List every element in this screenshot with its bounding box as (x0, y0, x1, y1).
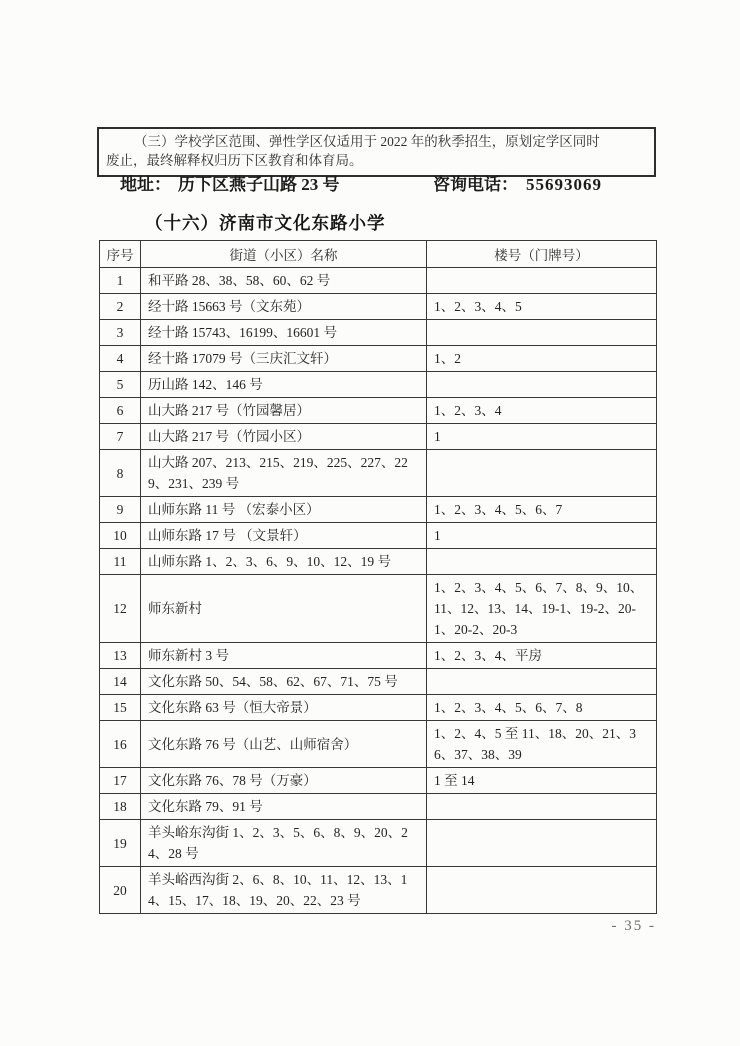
street-cell: 经十路 15743、16199、16601 号 (141, 320, 427, 346)
row-number-cell: 1 (100, 268, 141, 294)
contact-line (120, 170, 656, 195)
row-number-cell: 10 (100, 523, 141, 549)
street-cell: 经十路 15663 号（文东苑） (141, 294, 427, 320)
building-cell: 1、2、3、4、5、6、7、8、9、10、11、12、13、14、19-1、19-2、20-1、20-2、20-3 (427, 575, 657, 643)
row-number-cell: 9 (100, 497, 141, 523)
phone-label: 咨询电话： (433, 175, 518, 194)
row-number-cell: 5 (100, 372, 141, 398)
street-cell: 山大路 207、213、215、219、225、227、229、231、239 号 (141, 450, 427, 497)
district-table (99, 240, 657, 914)
row-number-cell: 7 (100, 424, 141, 450)
street-cell: 文化东路 79、91 号 (141, 794, 427, 820)
table-row (100, 398, 657, 424)
building-cell: 1 (427, 424, 657, 450)
address-label: 地址： (120, 175, 171, 194)
table-row (100, 867, 657, 914)
street-cell: 师东新村 (141, 575, 427, 643)
section-title: （十六）济南市文化东路小学 (145, 213, 386, 233)
building-cell (427, 372, 657, 398)
table-row (100, 820, 657, 867)
table-row (100, 643, 657, 669)
building-cell: 1、2、3、4、5 (427, 294, 657, 320)
table-row (100, 768, 657, 794)
header-buildings: 楼号（门牌号） (427, 241, 657, 268)
table-row (100, 450, 657, 497)
row-number-cell: 8 (100, 450, 141, 497)
street-cell: 和平路 28、38、58、60、62 号 (141, 268, 427, 294)
table-header-row (100, 241, 657, 268)
table-row (100, 372, 657, 398)
building-cell: 1 至 14 (427, 768, 657, 794)
building-cell (427, 450, 657, 497)
row-number-cell: 3 (100, 320, 141, 346)
building-cell: 1、2、3、4、5、6、7 (427, 497, 657, 523)
table-row (100, 294, 657, 320)
row-number-cell: 20 (100, 867, 141, 914)
street-cell: 经十路 17079 号（三庆汇文轩） (141, 346, 427, 372)
street-cell: 历山路 142、146 号 (141, 372, 427, 398)
building-cell: 1 (427, 523, 657, 549)
table-row (100, 695, 657, 721)
street-cell: 文化东路 76、78 号（万豪） (141, 768, 427, 794)
street-cell: 文化东路 63 号（恒大帝景） (141, 695, 427, 721)
building-cell (427, 867, 657, 914)
phone-group (433, 170, 602, 195)
table-row (100, 320, 657, 346)
street-cell: 山师东路 17 号 （文景轩） (141, 523, 427, 549)
street-cell: 山大路 217 号（竹园小区） (141, 424, 427, 450)
table-row (100, 669, 657, 695)
table-row (100, 346, 657, 372)
building-cell (427, 320, 657, 346)
street-cell: 山大路 217 号（竹园馨居） (141, 398, 427, 424)
table-row (100, 497, 657, 523)
header-street: 街道（小区）名称 (141, 241, 427, 268)
building-cell (427, 669, 657, 695)
row-number-cell: 14 (100, 669, 141, 695)
building-cell (427, 549, 657, 575)
phone-value: 55693069 (526, 175, 602, 194)
row-number-cell: 13 (100, 643, 141, 669)
table-row (100, 549, 657, 575)
row-number-cell: 15 (100, 695, 141, 721)
street-cell: 羊头峪东沟街 1、2、3、5、6、8、9、20、24、28 号 (141, 820, 427, 867)
table-row (100, 424, 657, 450)
row-number-cell: 16 (100, 721, 141, 768)
address-value: 历下区燕子山路 23 号 (178, 175, 340, 194)
table-row (100, 523, 657, 549)
street-cell: 文化东路 50、54、58、62、67、71、75 号 (141, 669, 427, 695)
page-number: - 35 - (611, 918, 656, 934)
table-row (100, 268, 657, 294)
building-cell (427, 820, 657, 867)
row-number-cell: 6 (100, 398, 141, 424)
row-number-cell: 18 (100, 794, 141, 820)
street-cell: 文化东路 76 号（山艺、山师宿舍） (141, 721, 427, 768)
row-number-cell: 2 (100, 294, 141, 320)
row-number-cell: 19 (100, 820, 141, 867)
header-no: 序号 (100, 241, 141, 268)
table-row (100, 794, 657, 820)
building-cell: 1、2、3、4 (427, 398, 657, 424)
table-row (100, 721, 657, 768)
row-number-cell: 17 (100, 768, 141, 794)
row-number-cell: 12 (100, 575, 141, 643)
building-cell (427, 268, 657, 294)
street-cell: 羊头峪西沟街 2、6、8、10、11、12、13、14、15、17、18、19、20、22、23 号 (141, 867, 427, 914)
street-cell: 山师东路 11 号 （宏泰小区） (141, 497, 427, 523)
table-body (100, 268, 657, 914)
notice-text-line: （三）学校学区范围、弹性学区仅适用于 2022 年的秋季招生，原划定学区同时 (134, 134, 600, 149)
building-cell: 1、2、3、4、5、6、7、8 (427, 695, 657, 721)
building-cell (427, 794, 657, 820)
building-cell: 1、2、3、4、平房 (427, 643, 657, 669)
row-number-cell: 11 (100, 549, 141, 575)
building-cell: 1、2 (427, 346, 657, 372)
street-cell: 师东新村 3 号 (141, 643, 427, 669)
table-row (100, 575, 657, 643)
street-cell: 山师东路 1、2、3、6、9、10、12、19 号 (141, 549, 427, 575)
building-cell: 1、2、4、5 至 11、18、20、21、36、37、38、39 (427, 721, 657, 768)
row-number-cell: 4 (100, 346, 141, 372)
notice-text-line: 废止，最终解释权归历下区教育和体育局。 (106, 153, 363, 168)
